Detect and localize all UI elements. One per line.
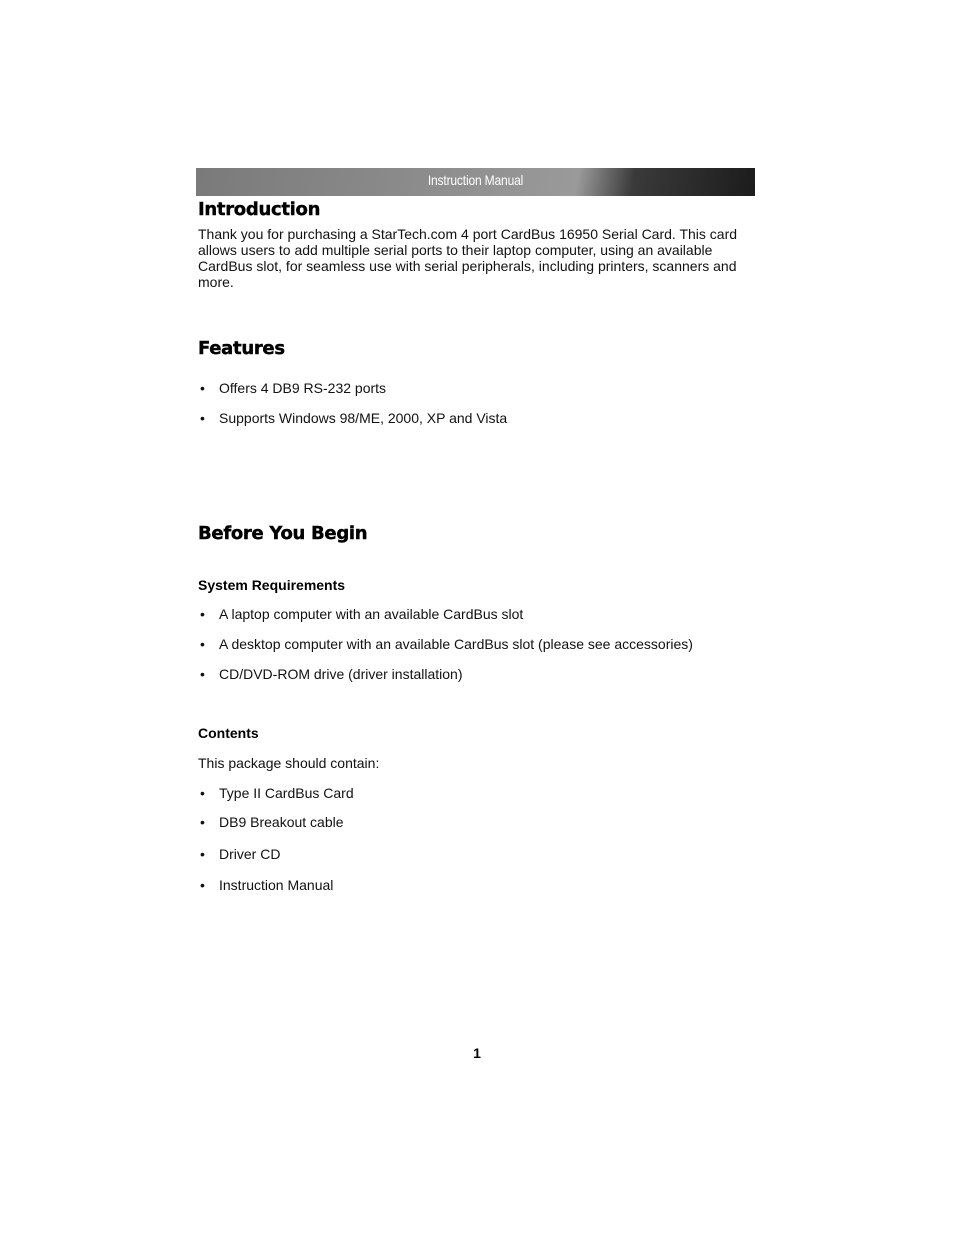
page-number: 1 [473,1045,481,1061]
header-bar [196,168,755,196]
list-item [198,666,463,682]
introduction-body: Thank you for purchasing a StarTech.com 4 port CardBus 16950 Serial Card. This card allows users to add multiple serial ports to their laptop computer, using an available CardBus slot, for seamless use with serial peripherals, including printers, scanners and more. [198,226,738,290]
list-item-text: Supports Windows 98/ME, 2000, XP and Vista [219,410,508,426]
list-item-text: Instruction Manual [219,877,334,893]
bullet-icon: • [200,606,205,622]
bullet-icon: • [200,846,205,862]
list-item-text: DB9 Breakout cable [219,814,344,830]
contents-heading: Contents [198,725,259,741]
list-item [198,636,693,652]
header-title: Instruction Manual [427,172,524,188]
list-item-text: Driver CD [219,846,281,862]
features-heading: Features [198,338,285,359]
list-item [198,846,280,862]
list-item-text: A laptop computer with an available CardBus slot [219,606,524,622]
list-item [198,410,507,426]
list-item [198,785,354,801]
bullet-icon: • [200,877,205,893]
bullet-icon: • [200,666,205,682]
before-you-begin-heading: Before You Begin [198,523,368,544]
bullet-icon: • [200,636,205,652]
list-item-text: Type II CardBus Card [219,785,354,801]
list-item-text: CD/DVD-ROM drive (driver installation) [219,666,463,682]
list-item-text: Offers 4 DB9 RS-232 ports [219,380,387,396]
list-item-text: A desktop computer with an available CardBus slot (please see accessories) [219,636,693,652]
list-item [198,877,333,893]
list-item [198,606,523,622]
bullet-icon: • [200,785,205,801]
bullet-icon: • [200,380,205,396]
contents-intro: This package should contain: [198,755,380,771]
system-requirements-heading: System Requirements [198,577,346,593]
bullet-icon: • [200,814,205,830]
list-item [198,814,344,830]
introduction-heading: Introduction [198,199,321,220]
bullet-icon: • [200,410,205,426]
list-item [198,380,386,396]
